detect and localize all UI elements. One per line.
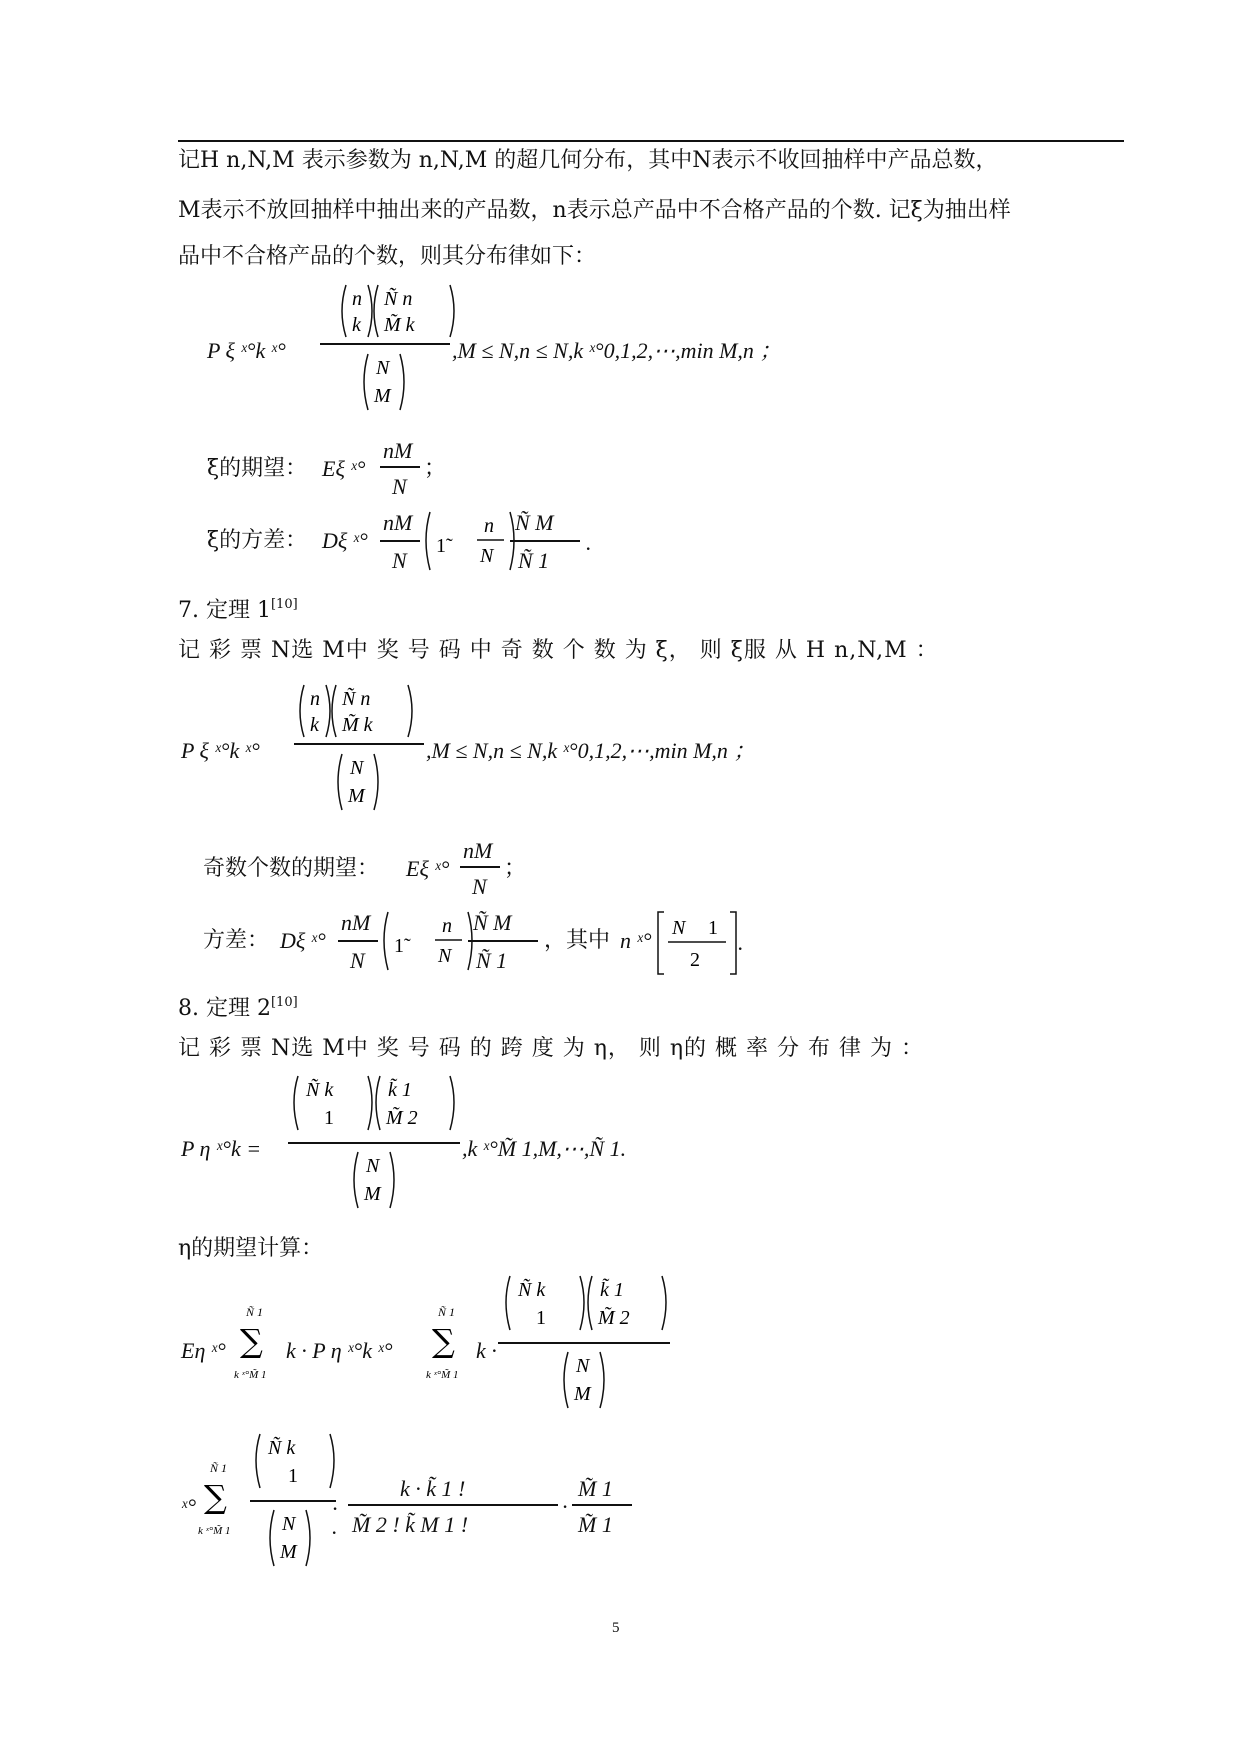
svg-text:2: 2 [690,949,700,971]
svg-text:k̃ 1: k̃ 1 [600,1279,624,1301]
svg-text:∑: ∑ [432,1322,455,1360]
svg-text:N: N [576,1355,590,1377]
svg-text:1: 1 [536,1307,546,1329]
svg-text:M̃ 2: M̃ 2 [386,1107,418,1129]
svg-text:k̃ 1: k̃ 1 [388,1079,412,1101]
svg-text:n: n [442,915,452,937]
paragraph-line-2: M表示不放回抽样中抽出来的产品数，n表示总产品中不合格产品的个数. 记ξ为抽出样 [178,198,1011,223]
svg-text:N: N [438,945,452,967]
theorem-2-text: 记 彩 票 N选 M中 奖 号 码 的 跨 度 为 η， 则 η的 概 率 分 布 律 为 ： [178,1036,924,1061]
svg-text:k: k [310,714,319,736]
header-rule [178,140,1124,142]
svg-text:1̃: 1̃ [436,535,446,557]
svg-text:Ñ 1: Ñ 1 [438,1305,456,1319]
paragraph-line-3: 品中不合格产品的个数，则其分布律如下： [178,244,597,269]
expectation-label: ξ的期望： [207,456,308,481]
theorem-1-text: 记 彩 票 N选 M中 奖 号 码 中 奇 数 个 数 为 ξ， 则 ξ服 从 H n,N,M ： [178,638,939,663]
svg-text:Ñ 1: Ñ 1 [246,1305,264,1319]
svg-text:M: M [574,1383,591,1405]
svg-text:∑: ∑ [240,1322,263,1360]
svg-text:Ñ n: Ñ n [342,688,371,710]
svg-text:n: n [484,515,494,537]
page-number: 5 [612,1620,620,1636]
svg-text:1̃: 1̃ [394,935,404,957]
variance-label: ξ的方差： [207,528,308,553]
svg-text:N: N [282,1513,296,1535]
svg-text:Ñ n: Ñ n [384,288,413,310]
svg-text:1: 1 [708,917,718,939]
svg-text:N: N [672,917,686,939]
formula-1-conditions: ,M ≤ N,n ≤ N,k ˣ°0,1,2,⋯,min M,n ； [452,338,782,363]
svg-text:∑: ∑ [204,1478,227,1516]
svg-text:M: M [364,1183,381,1205]
odd-variance-label: 方差： [203,928,270,953]
paragraph-line-1: 记H n,N,M 表示参数为 n,N,M 的超几何分布，其中N表示不收回抽样中产品总数， [178,148,998,173]
svg-text:M: M [348,785,365,807]
eta-expectation-label: η的期望计算： [178,1236,324,1261]
svg-text:M: M [280,1541,297,1563]
svg-text:n: n [352,288,362,310]
svg-text:M̃ 2: M̃ 2 [598,1307,630,1329]
svg-text:1: 1 [324,1107,334,1129]
svg-text:Ñ k: Ñ k [306,1079,334,1101]
svg-text:k ˣ°M̃ 1: k ˣ°M̃ 1 [198,1525,231,1537]
svg-text:N: N [480,545,494,567]
svg-text:k ˣ°M̃ 1: k ˣ°M̃ 1 [426,1369,459,1381]
citation-ref: [10] [270,995,298,1010]
svg-text:Ñ k: Ñ k [518,1279,546,1301]
svg-text:k ˣ°M̃ 1: k ˣ°M̃ 1 [234,1369,267,1381]
odd-expectation-label: 奇数个数的期望： [203,856,380,881]
svg-text:M̃ k: M̃ k [342,714,373,736]
svg-text:k: k [352,314,361,336]
svg-text:Ñ k: Ñ k [268,1437,296,1459]
svg-text:Ñ 1: Ñ 1 [210,1461,228,1475]
svg-text:N: N [376,357,390,379]
theorem-1-heading: 7. 定理 1[10] [178,597,298,623]
svg-text:N: N [350,757,364,779]
citation-ref: [10] [270,597,298,612]
svg-text:M̃ k: M̃ k [384,314,415,336]
svg-text:N: N [366,1155,380,1177]
svg-text:1: 1 [288,1465,298,1487]
theorem-2-heading: 8. 定理 2[10] [178,995,298,1021]
svg-text:M: M [374,385,391,407]
svg-text:n: n [310,688,320,710]
